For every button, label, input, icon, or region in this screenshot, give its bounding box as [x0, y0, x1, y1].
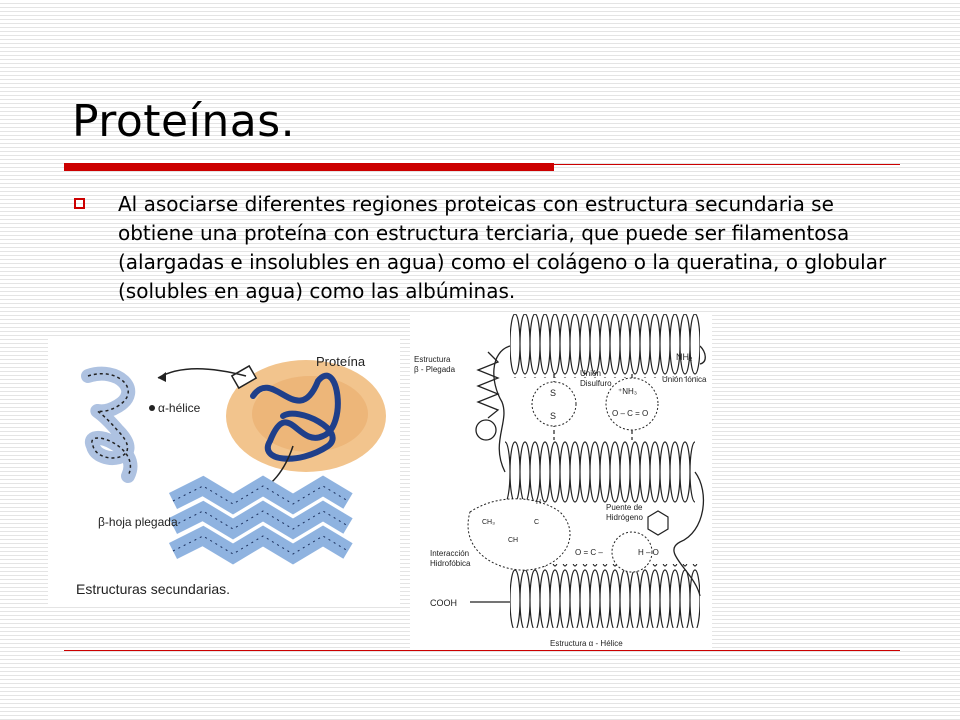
svg-text:Estructura: Estructura [414, 355, 451, 364]
svg-text:O – C = O: O – C = O [612, 409, 649, 418]
slide-title: Proteínas. [72, 96, 296, 147]
svg-text:Hidrógeno: Hidrógeno [606, 513, 643, 522]
beta-sheet-label: β-hoja plegada [98, 515, 178, 529]
alpha-helix [88, 374, 130, 476]
svg-text:O = C –: O = C – [575, 548, 603, 557]
bullet-square-icon [74, 198, 85, 209]
svg-text:Interacción: Interacción [430, 549, 470, 558]
svg-text:CH: CH [508, 537, 519, 544]
svg-text:Disulfuro: Disulfuro [580, 379, 612, 388]
title-underline-thick [64, 163, 554, 171]
alpha-helix-label: α-hélice [158, 401, 201, 415]
bullet-text: Al asociarse diferentes regiones proteicas con estructura secundaria se obtiene una proteína con estructura terciaria, que puede ser filamentosa (alargadas e insolubles en agua) como el colágeno o la queratina, o globular (solubles en agua) como las albúminas. [118, 192, 887, 303]
svg-text:β - Plegada: β - Plegada [414, 365, 456, 374]
svg-text:CH₃: CH₃ [482, 519, 495, 526]
figure-caption: Estructuras secundarias. [76, 581, 231, 597]
svg-text:Unión Iónica: Unión Iónica [662, 375, 707, 384]
footer-rule [64, 650, 900, 651]
alpha-helix-coil-middle [505, 440, 695, 504]
svg-text:COOH: COOH [430, 598, 457, 608]
svg-text:C: C [534, 519, 540, 526]
svg-text:NH₂: NH₂ [676, 352, 693, 362]
svg-text:S: S [550, 388, 557, 398]
svg-text:Hidrofóbica: Hidrofóbica [430, 559, 471, 568]
secondary-structures-figure [48, 336, 400, 604]
svg-text:H – O: H – O [638, 548, 659, 557]
secondary-structures-illustration [48, 336, 400, 604]
beta-sheet [173, 486, 348, 554]
tertiary-structure-figure [410, 312, 712, 650]
alpha-helix-coil-bottom [510, 564, 700, 628]
tertiary-structure-diagram [410, 312, 712, 650]
svg-text:⁺NH₃: ⁺NH₃ [618, 387, 638, 396]
title-underline-thin [554, 164, 900, 165]
svg-text:H: H [536, 499, 542, 506]
phenol-ring [648, 511, 668, 535]
svg-text:Puente de: Puente de [606, 503, 643, 512]
svg-text:Estructura α - Hélice: Estructura α - Hélice [550, 639, 623, 648]
protein-label: Proteína [316, 354, 366, 369]
ionic-bond [606, 378, 658, 430]
alpha-helix-coil-top [510, 314, 700, 378]
svg-text:Unión: Unión [580, 369, 601, 378]
svg-text:S: S [550, 411, 557, 421]
hydrophobic-interaction [468, 499, 570, 570]
